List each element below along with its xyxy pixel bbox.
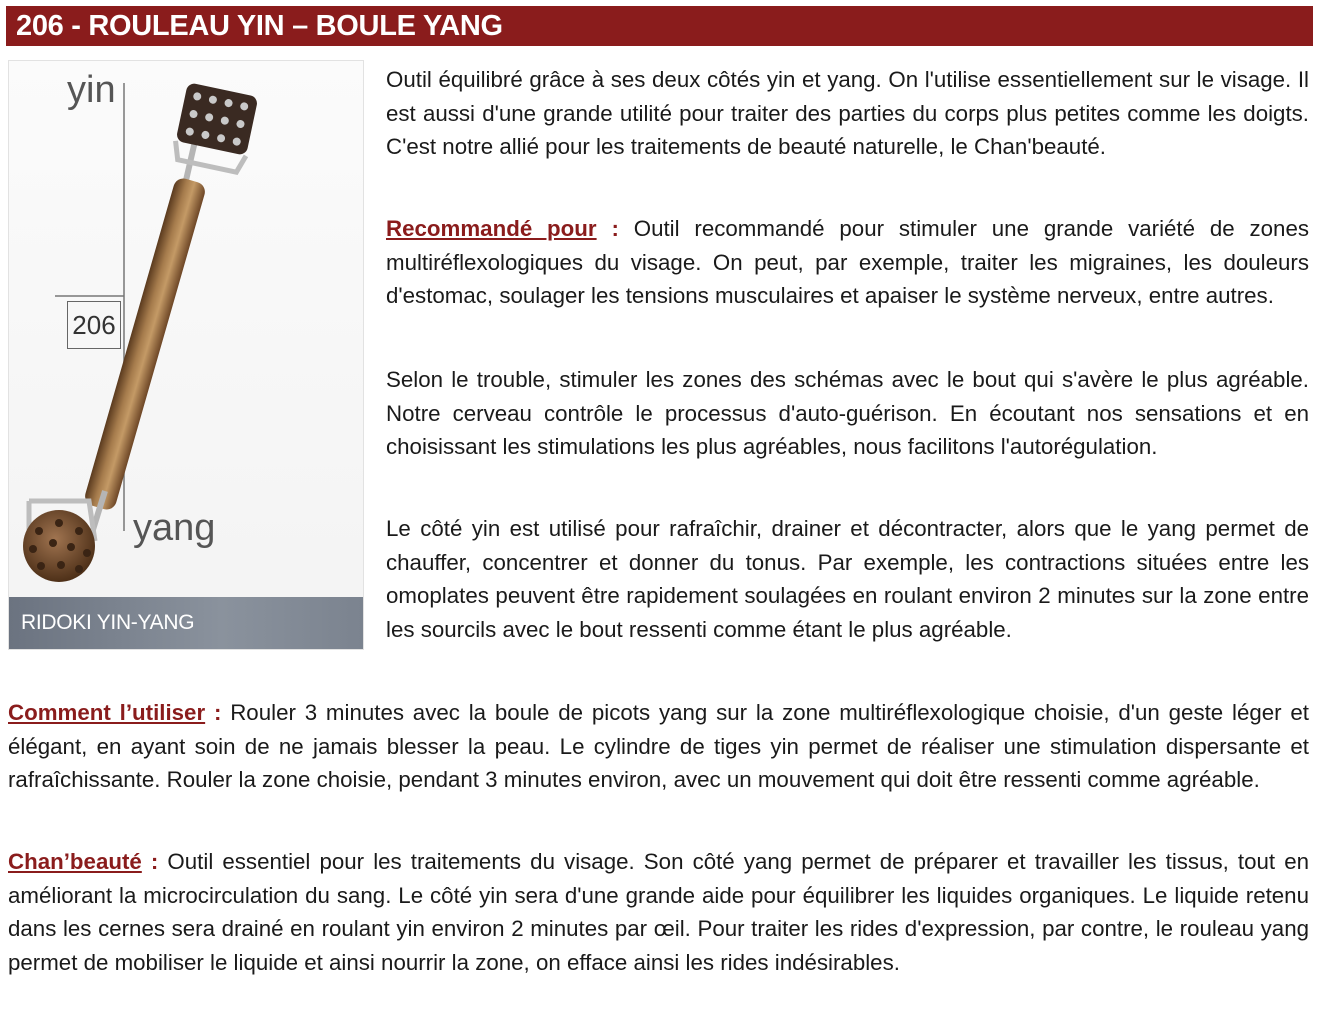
yin-label: yin <box>67 69 116 111</box>
recommended-heading: Recommandé pour : <box>386 216 619 241</box>
how-to-use-heading: Comment l’utiliser : <box>8 700 222 725</box>
roller-illustration <box>9 61 364 650</box>
paragraph-chan-beaute <box>8 845 1309 979</box>
how-to-use-text: Rouler 3 minutes avec la boule de picots yang sur la zone multiréflexologique choisie, d'un geste léger et élégant, en ayant soin de ne jamais blesser la peau. Le cylindre de tiges yin permet de réaliser une stimulation dispersante et rafraîchissante. Rouler la zone choisie, pendant 3 minutes environ, avec un mouvement qui doit être ressenti comme agréable. <box>8 700 1310 792</box>
paragraph-selection: Selon le trouble, stimuler les zones des schémas avec le bout qui s'avère le plus agréable. Notre cerveau contrôle le processus d'auto-guérison. En écoutant nos sensations et en choisissant les stimulations les plus agréables, nous facilitons l'autorégulation. <box>386 367 1309 459</box>
page-title: 206 - ROULEAU YIN – BOULE YANG <box>16 9 503 42</box>
chan-beaute-heading: Chan’beauté : <box>8 849 159 874</box>
paragraph-intro: Outil équilibré grâce à ses deux côtés yin et yang. On l'utilise essentiellement sur le visage. Il est aussi d'une grande utilité pour traiter des parties du corps plus petites comme les doigts. C'est notre allié pour les traitements de beauté naturelle, le Chan'beauté. <box>386 67 1309 159</box>
paragraph-how-to-use <box>8 696 1309 797</box>
figure-caption: RIDOKI YIN-YANG <box>9 597 363 649</box>
paragraph-recommended <box>386 212 1309 313</box>
paragraph-yin-yang-sides: Le côté yin est utilisé pour rafraîchir, drainer et décontracter, alors que le yang permet de chauffer, concentrer et donner du tonus. Par exemple, les contractions situées entre les omoplates peuvent être rapidement soulagées en roulant environ 2 minutes sur la zone entre les sourcils avec le bout ressenti comme étant le plus agréable. <box>386 516 1309 642</box>
yang-label: yang <box>133 507 216 549</box>
product-figure <box>8 60 364 650</box>
chan-beaute-text: Outil essentiel pour les traitements du visage. Son côté yang permet de préparer et travailler les tissus, tout en améliorant la microcirculation du sang. Le côté yin sera d'une grande aide pour équilibrer les liquides organiques. Le liquide retenu dans les cernes sera drainé en roulant yin environ 2 minutes par œil. Pour traiter les rides d'expression, par contre, le rouleau yang permet de mobiliser le liquide et ainsi nourrir la zone, on efface ainsi les rides indésirables. <box>8 849 1309 975</box>
page-header <box>6 6 1313 46</box>
product-number-label: 206 <box>67 301 121 349</box>
recommended-text: Outil recommandé pour stimuler une grande variété de zones multiréflexologiques du visage. On peut, par exemple, traiter les migraines, les douleurs d'estomac, soulager les tensions musculaires et apaiser le système nerveux, entre autres. <box>386 216 1310 308</box>
